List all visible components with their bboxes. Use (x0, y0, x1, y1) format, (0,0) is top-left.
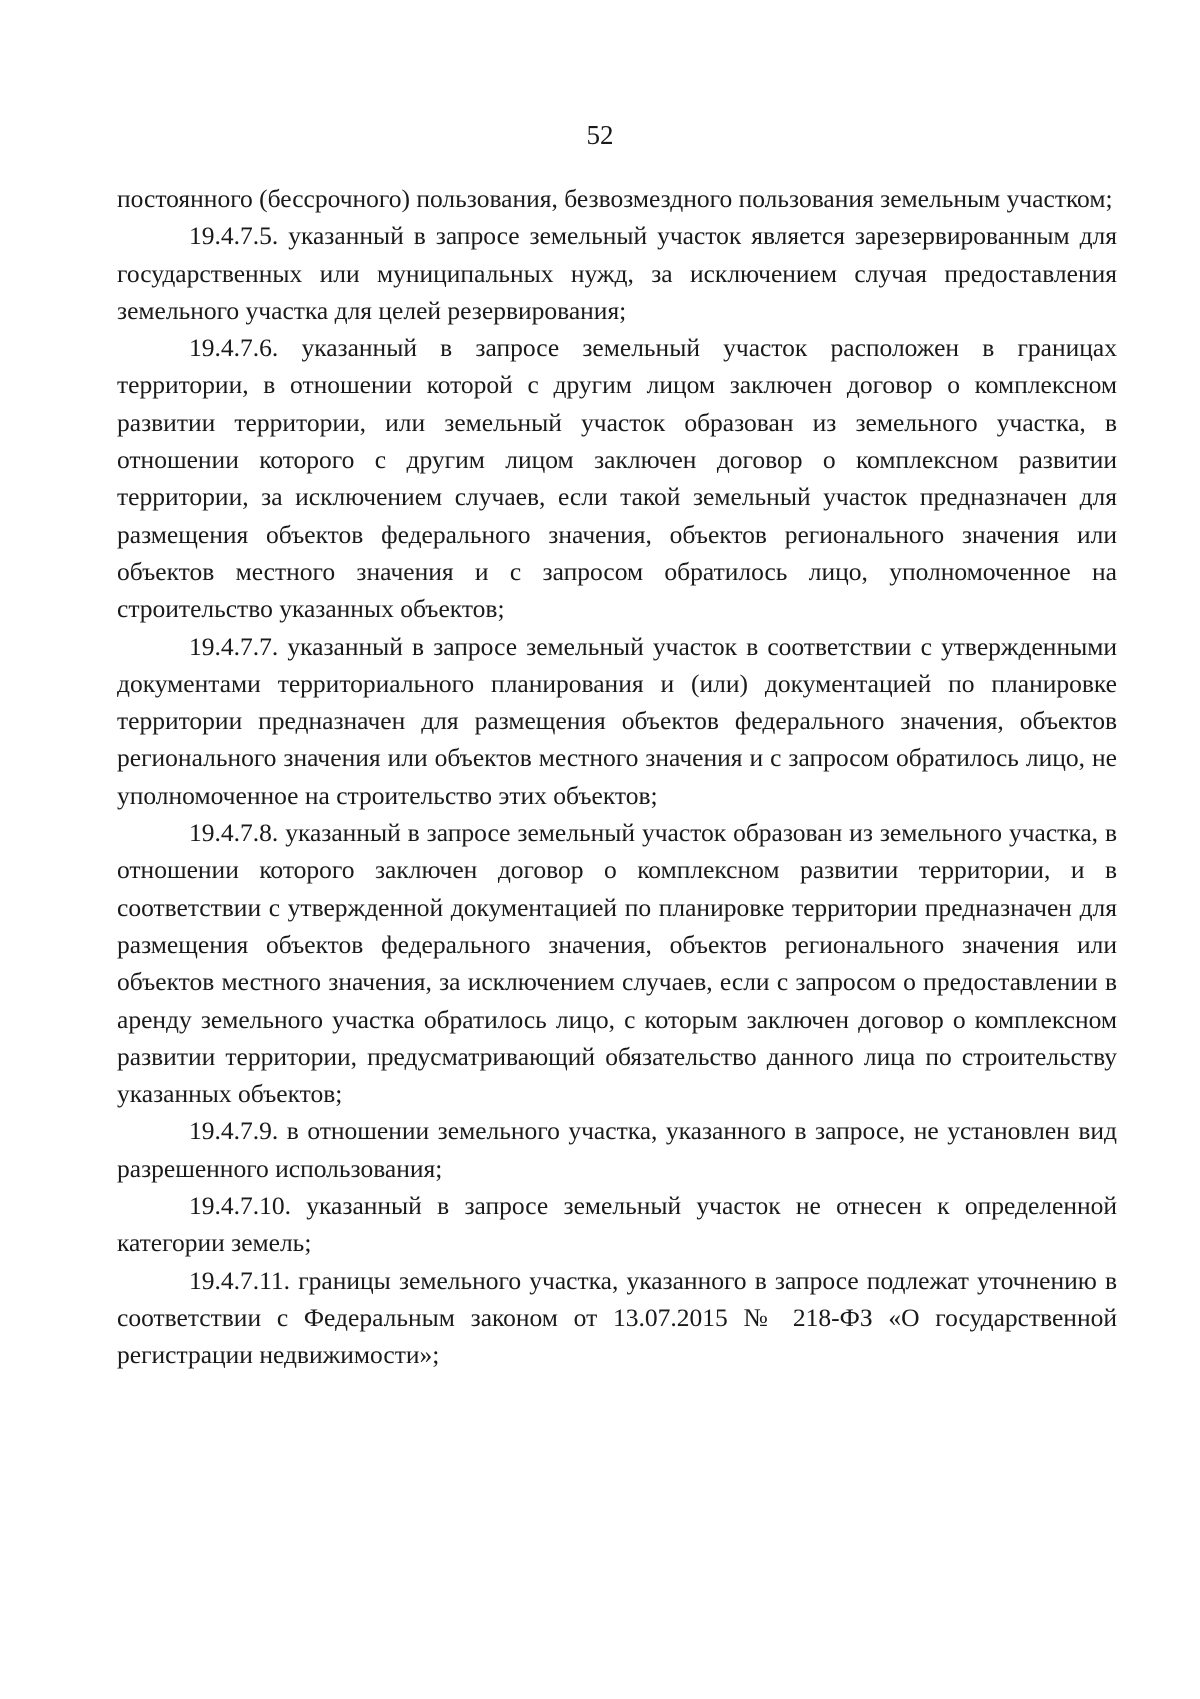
clause-number: 19.4.7.7. (189, 631, 279, 661)
clause-text: указанный в запросе земельный участок является зарезервированным для государственных или муниципальных нужд, за исключением случая предоставления земельного участка для целей резервирования; (117, 221, 1118, 325)
page-number: 52 (586, 120, 614, 150)
clause-19-4-7-10 (117, 1187, 1117, 1262)
clause-number: 19.4.7.6. (189, 333, 279, 363)
clause-number: 19.4.7.5. (189, 221, 279, 251)
clause-text: указанный в запросе земельный участок не отнесен к определенной категории земель; (117, 1191, 1118, 1258)
clause-19-4-7-5 (117, 217, 1117, 329)
clause-19-4-7-7 (117, 628, 1117, 814)
clause-19-4-7-9 (117, 1112, 1117, 1187)
clause-text: указанный в запросе земельный участок в соответствии с утвержденными документами территориального планирования и (или) документацией по планировке территории предназначен для размещения объектов федерального значения, объектов регионального значения или объектов местного значения и с запросом обратилось лицо, не уполномоченное на строительство этих объектов; (117, 631, 1118, 810)
clause-19-4-7-11 (117, 1262, 1117, 1374)
paragraph-text: постоянного (бессрочного) пользования, безвозмездного пользования земельным участком; (117, 184, 1113, 213)
paragraph-continuation (117, 180, 1117, 217)
clause-text: указанный в запросе земельный участок образован из земельного участка, в отношении которого заключен договор о комплексном развитии территории, и в соответствии с утвержденной документацией по планировке территории предназначен для размещения объектов федерального значения, объектов регионального значения или объектов местного значения, за исключением случаев, если с запросом о предоставлении в аренду земельного участка обратилось лицо, с которым заключен договор о комплексном развитии территории, предусматривающий обязательство данного лица по строительству указанных объектов; (117, 818, 1117, 1109)
clause-19-4-7-6 (117, 329, 1117, 627)
clause-text: границы земельного участка, указанного в запросе подлежат уточнению в соответствии с Федеральным законом от 13.07.2015 № 218-ФЗ «О государственной регистрации недвижимости»; (117, 1265, 1118, 1370)
clause-number: 19.4.7.8. (189, 818, 279, 848)
clause-19-4-7-8 (117, 814, 1117, 1112)
clause-number: 19.4.7.11. (189, 1265, 291, 1295)
document-body (117, 180, 1117, 1374)
clause-number: 19.4.7.9. (189, 1116, 279, 1146)
clause-number: 19.4.7.10. (189, 1191, 291, 1221)
clause-text: указанный в запросе земельный участок расположен в границах территории, в отношении которой с другим лицом заключен договор о комплексном развитии территории, или земельный участок образован из земельного участка, в отношении которого с другим лицом заключен договор о комплексном развитии территории, за исключением случаев, если такой земельный участок предназначен для размещения объектов федерального значения, объектов регионального значения или объектов местного значения и с запросом обратилось лицо, уполномоченное на строительство указанных объектов; (117, 333, 1117, 624)
clause-text: в отношении земельного участка, указанного в запросе, не установлен вид разрешенного использования; (117, 1116, 1117, 1183)
